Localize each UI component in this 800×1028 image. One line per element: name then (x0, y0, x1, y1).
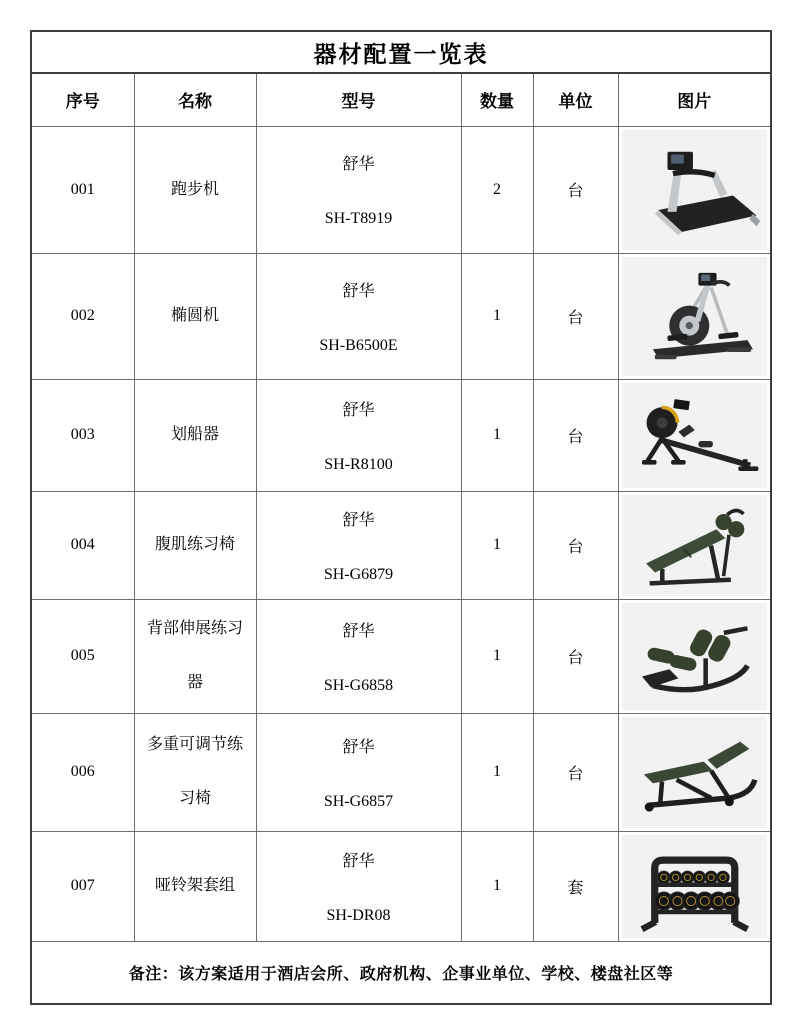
table-row (31, 253, 771, 379)
product-photo (622, 383, 768, 488)
cell-unit: 台 (533, 713, 618, 831)
adjustable-bench-image (622, 717, 768, 828)
column-header-no: 序号 (31, 73, 134, 126)
product-photo (622, 257, 768, 376)
rowing-machine-image (622, 383, 768, 488)
ab-crunch-bench-image (622, 495, 768, 596)
cell-no: 001 (31, 126, 134, 253)
cell-no: 006 (31, 713, 134, 831)
equipment-table (30, 30, 772, 1005)
cell-model (256, 831, 461, 941)
product-photo (622, 835, 768, 938)
brand-text: 舒华 (342, 156, 375, 173)
cell-image (618, 831, 771, 941)
cell-name: 划船器 (134, 379, 256, 491)
brand-text: 舒华 (342, 511, 375, 529)
cell-qty: 1 (461, 253, 533, 379)
table-row (31, 491, 771, 599)
cell-qty: 1 (461, 599, 533, 713)
cell-name: 腹肌练习椅 (134, 491, 256, 599)
cell-unit: 台 (533, 491, 618, 599)
table-row (31, 941, 771, 1004)
cell-unit: 台 (533, 126, 618, 253)
brand-text: 舒华 (342, 738, 375, 756)
brand-text: 舒华 (342, 852, 375, 870)
cell-qty: 1 (461, 713, 533, 831)
column-header-model: 型号 (256, 73, 461, 126)
cell-no: 003 (31, 379, 134, 491)
dumbbell-rack-set-image (622, 835, 768, 938)
table-row (31, 379, 771, 491)
elliptical-image (622, 257, 768, 376)
product-photo (622, 603, 768, 710)
column-header-unit: 单位 (533, 73, 618, 126)
remark-note: 备注：该方案适用于酒店会所、政府机构、企事业单位、学校、楼盘社区等 (31, 941, 771, 1004)
cell-name: 跑步机 (134, 126, 256, 253)
cell-no: 007 (31, 831, 134, 941)
cell-image (618, 599, 771, 713)
cell-unit: 台 (533, 599, 618, 713)
cell-name: 哑铃架套组 (134, 831, 256, 941)
cell-model (256, 713, 461, 831)
product-photo (622, 495, 768, 596)
cell-model (256, 491, 461, 599)
model-text: SH-G6858 (323, 676, 394, 694)
column-header-image: 图片 (618, 73, 771, 126)
table-row (31, 599, 771, 713)
table-row (31, 713, 771, 831)
cell-name: 椭圆机 (134, 253, 256, 379)
model-text: SH-R8100 (324, 455, 393, 473)
cell-image (618, 491, 771, 599)
cell-name: 背部伸展练习器 (134, 599, 256, 713)
treadmill-image (622, 130, 768, 250)
cell-model (256, 126, 461, 253)
cell-image (618, 713, 771, 831)
brand-text: 舒华 (342, 282, 375, 300)
model-text: SH-T8919 (324, 210, 393, 227)
cell-unit: 台 (533, 253, 618, 379)
column-header-qty: 数量 (461, 73, 533, 126)
column-header-name: 名称 (134, 73, 256, 126)
cell-image (618, 379, 771, 491)
model-text: SH-G6879 (323, 565, 394, 583)
brand-text: 舒华 (342, 622, 375, 640)
cell-name: 多重可调节练习椅 (134, 713, 256, 831)
brand-text: 舒华 (342, 401, 375, 419)
model-text: SH-DR08 (326, 906, 391, 924)
table-row (31, 831, 771, 941)
model-text: SH-G6857 (323, 792, 394, 810)
cell-unit: 台 (533, 379, 618, 491)
cell-model (256, 379, 461, 491)
cell-model (256, 253, 461, 379)
cell-no: 002 (31, 253, 134, 379)
cell-qty: 1 (461, 379, 533, 491)
table-row (31, 31, 771, 73)
cell-image (618, 253, 771, 379)
cell-qty: 1 (461, 831, 533, 941)
table-header-row (31, 73, 771, 126)
cell-unit: 套 (533, 831, 618, 941)
cell-qty: 1 (461, 491, 533, 599)
cell-model (256, 599, 461, 713)
product-photo (622, 130, 768, 250)
cell-no: 005 (31, 599, 134, 713)
cell-no: 004 (31, 491, 134, 599)
cell-qty: 2 (461, 126, 533, 253)
page-title: 器材配置一览表 (31, 31, 771, 73)
table-row (31, 126, 771, 253)
model-text: SH-B6500E (319, 336, 398, 354)
equipment-sheet (30, 30, 770, 1005)
back-extension-bench-image (622, 603, 768, 710)
product-photo (622, 717, 768, 828)
cell-image (618, 126, 771, 253)
